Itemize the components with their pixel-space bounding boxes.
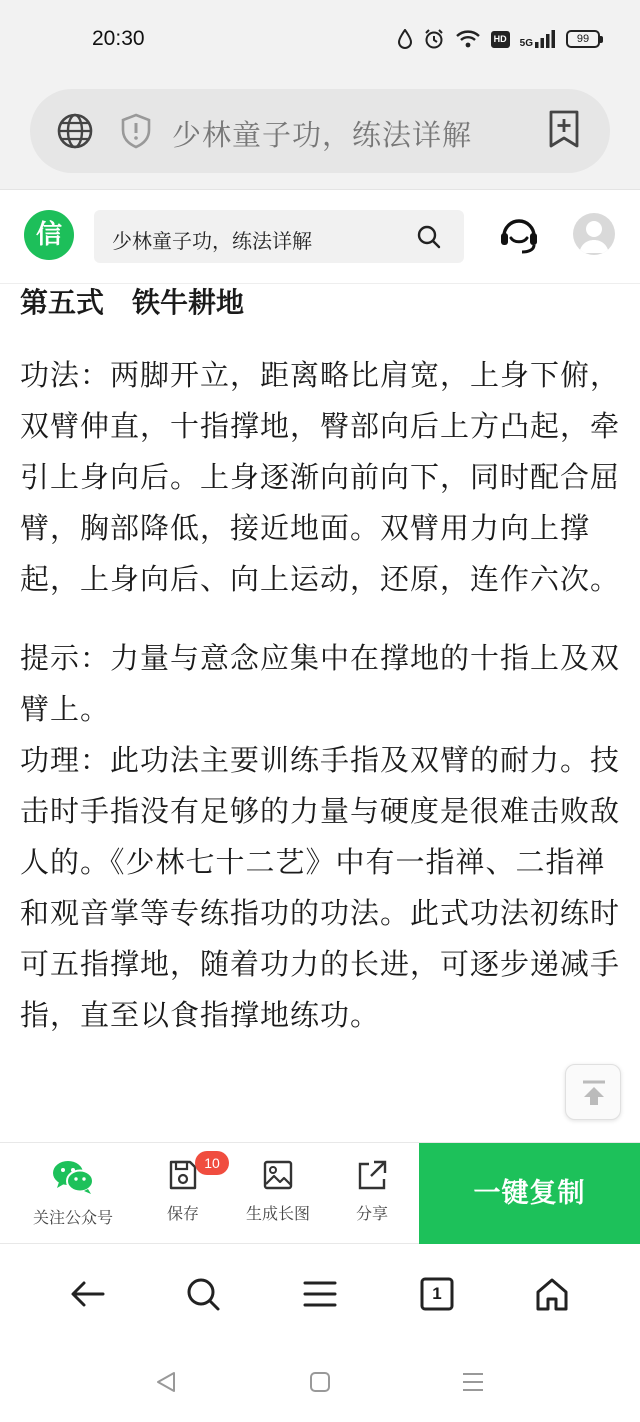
section-title: 第五式 铁牛耕地 xyxy=(20,286,245,319)
home-square-icon[interactable] xyxy=(308,1370,332,1398)
back-to-top-button[interactable] xyxy=(565,1064,621,1120)
one-click-copy-button[interactable]: 一键复制 xyxy=(419,1143,640,1244)
globe-icon[interactable] xyxy=(56,112,94,154)
system-nav-bar xyxy=(0,1344,640,1422)
back-arrow-icon[interactable] xyxy=(70,1276,106,1316)
paragraph-tip: 提示：力量与意念应集中在撑地的十指上及双臂上。 xyxy=(20,641,621,726)
alarm-icon xyxy=(423,28,445,50)
share-label: 分享 xyxy=(355,1204,388,1223)
save-icon xyxy=(168,1176,198,1195)
long-image-button[interactable] xyxy=(243,1159,313,1224)
status-bar xyxy=(0,0,640,82)
image-icon xyxy=(262,1176,294,1195)
wifi-icon xyxy=(455,29,481,49)
network-label: 5G xyxy=(519,38,533,49)
shield-icon[interactable] xyxy=(120,113,152,153)
article-action-bar xyxy=(0,1142,640,1244)
url-text[interactable]: 少林童子功，练法详解 xyxy=(172,118,473,152)
share-icon xyxy=(356,1176,388,1195)
address-bar[interactable] xyxy=(30,89,610,173)
status-time: 20:30 xyxy=(92,27,145,50)
signal-icon xyxy=(520,29,556,49)
back-triangle-icon[interactable] xyxy=(154,1370,178,1398)
search-icon[interactable] xyxy=(185,1276,221,1316)
avatar-icon[interactable] xyxy=(573,213,615,255)
site-search-box[interactable] xyxy=(94,210,464,263)
bookmark-add-icon[interactable] xyxy=(548,109,580,153)
status-icons xyxy=(397,28,600,50)
paragraph-principle: 功理：此功法主要训练手指及双臂的耐力。技击时手指没有足够的力量与硬度是很难击败敌人的。《少林七十二艺》中有一指禅、二指禅和观音掌等专练指功的功法。此式功法初练时可五指撑地，随着功力的长进，可逐步递减手指，直至以食指撑地练功。 xyxy=(20,743,621,1032)
long-image-label: 生成长图 xyxy=(245,1204,310,1223)
drop-icon xyxy=(397,29,413,49)
tab-count: 1 xyxy=(432,1284,442,1303)
paragraph-method: 功法：两脚开立，距离略比肩宽，上身下俯，双臂伸直，十指撑地，臀部向后上方凸起，牵引上身向后。上身逐渐向前向下，同时配合屈臂，胸部降低，接近地面。双臂用力向上撑起，上身向后、向上运动，还原，连作六次。 xyxy=(20,358,621,596)
hd-icon: HD xyxy=(491,31,510,48)
battery-icon: 99 xyxy=(566,30,600,48)
home-icon[interactable] xyxy=(534,1276,570,1316)
browser-nav-bar xyxy=(0,1244,640,1344)
save-count-badge: 10 xyxy=(195,1151,229,1175)
site-logo[interactable]: 信 xyxy=(24,210,74,260)
recents-icon[interactable] xyxy=(461,1370,485,1398)
headset-icon[interactable] xyxy=(498,214,540,260)
share-button[interactable] xyxy=(350,1159,394,1224)
follow-account-button[interactable] xyxy=(30,1159,116,1228)
browser-toolbar xyxy=(0,82,640,190)
save-label: 保存 xyxy=(166,1204,199,1223)
tabs-icon[interactable] xyxy=(419,1276,455,1316)
site-search-text[interactable]: 少林童子功，练法详解 xyxy=(112,229,312,253)
menu-icon[interactable] xyxy=(302,1276,338,1316)
wechat-icon xyxy=(51,1180,95,1199)
article-content xyxy=(0,284,640,1142)
site-header xyxy=(0,190,640,284)
follow-label: 关注公众号 xyxy=(32,1208,113,1227)
search-icon[interactable] xyxy=(416,224,442,254)
